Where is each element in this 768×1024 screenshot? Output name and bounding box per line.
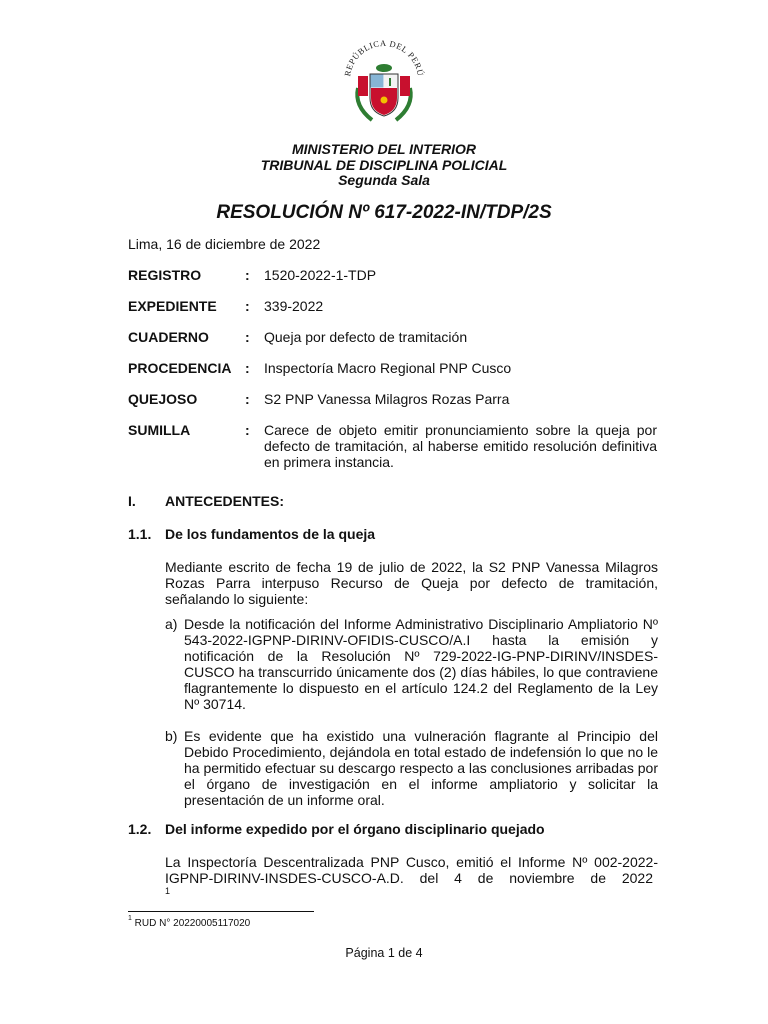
field-value-expediente: 339-2022	[264, 298, 324, 314]
list-item-a: Desde la notificación del Informe Administrativo Disciplinario Ampliatorio Nº 543-2022-IGPNP-DIRINV-OFIDIS-CUSCO/A.I hasta la emisión y notificación de la Resolución Nº 729-2022-IG-PNP-DIRINV/INSDES-CUSCO ha transcurrido únicamente dos (2) días hábiles, lo que contraviene flagrantemente lo dispuesto en el artículo 124.2 del Reglamento de la Ley Nº 30714.	[184, 616, 658, 712]
section-title: ANTECEDENTES:	[165, 493, 285, 509]
paragraph-informe-line1: La Inspectoría Descentralizada PNP Cusco, emitió el Informe Nº 002-2022-	[165, 854, 658, 870]
subsection-title: Del informe expedido por el órgano disciplinario quejado	[165, 821, 545, 837]
list-marker-b: b)	[165, 728, 178, 744]
field-value-quejoso: S2 PNP Vanessa Milagros Rozas Parra	[264, 391, 510, 407]
date-line: Lima, 16 de diciembre de 2022	[128, 236, 321, 252]
footnote-marker: 1	[128, 915, 132, 922]
footnote-divider	[128, 911, 314, 912]
field-label-sumilla: SUMILLA	[128, 422, 191, 438]
section-number: I.	[128, 493, 136, 509]
tribunal-name: TRIBUNAL DE DISCIPLINA POLICIAL	[260, 157, 508, 173]
list-marker-a: a)	[165, 616, 178, 632]
field-colon: :	[245, 360, 250, 376]
field-label-quejoso: QUEJOSO	[128, 391, 198, 407]
footnote-text: RUD N° 20220005117020	[131, 918, 251, 929]
footnote-reference: 1	[165, 886, 171, 896]
subsection-number: 1.1.	[128, 526, 152, 542]
ministry-name: MINISTERIO DEL INTERIOR	[291, 141, 477, 157]
page-number: Página 1 de 4	[345, 946, 423, 960]
field-label-cuaderno: CUADERNO	[128, 329, 209, 345]
seal-motto: REPÚBLICA DEL PERÚ	[342, 37, 426, 78]
field-label-registro: REGISTRO	[128, 267, 202, 283]
paragraph-queja: Mediante escrito de fecha 19 de julio de 2022, la S2 PNP Vanessa Milagros Rozas Parra interpuso Recurso de Queja por defecto de tramitación, señalando lo siguiente:	[165, 559, 658, 607]
field-value-cuaderno: Queja por defecto de tramitación	[264, 329, 468, 345]
field-label-procedencia: PROCEDENCIA	[128, 360, 232, 376]
field-colon: :	[245, 267, 250, 283]
field-colon: :	[245, 298, 250, 314]
field-value-sumilla: Carece de objeto emitir pronunciamiento sobre la queja por defecto de tramitación, al haberse emitido resolución definitiva en primera instancia.	[264, 422, 657, 470]
field-colon: :	[245, 329, 250, 345]
chamber-name: Segunda Sala	[338, 172, 430, 188]
subsection-number: 1.2.	[128, 821, 152, 837]
list-item-b: Es evidente que ha existido una vulneración flagrante al Principio del Debido Procedimiento, dejándola en total estado de indefensión lo que no le ha permitido efectuar su descargo respecto a las conclusiones arribadas por el órgano de investigación en el informe ampliatorio y solicitar la presentación de un informe oral.	[184, 728, 658, 808]
subsection-title: De los fundamentos de la queja	[165, 526, 376, 542]
field-label-expediente: EXPEDIENTE	[128, 298, 217, 314]
coat-of-arms-icon	[336, 36, 432, 128]
paragraph-informe-line2-wrap	[165, 870, 653, 902]
resolution-title: RESOLUCIÓN Nº 617-2022-IN/TDP/2S	[216, 202, 552, 223]
field-colon: :	[245, 422, 250, 438]
field-value-registro: 1520-2022-1-TDP	[264, 267, 377, 283]
footnote	[128, 915, 251, 929]
paragraph-informe-line2: IGPNP-DIRINV-INSDES-CUSCO-A.D. del 4 de noviembre de 2022	[165, 870, 653, 886]
field-value-procedencia: Inspectoría Macro Regional PNP Cusco	[264, 360, 512, 376]
field-colon: :	[245, 391, 250, 407]
